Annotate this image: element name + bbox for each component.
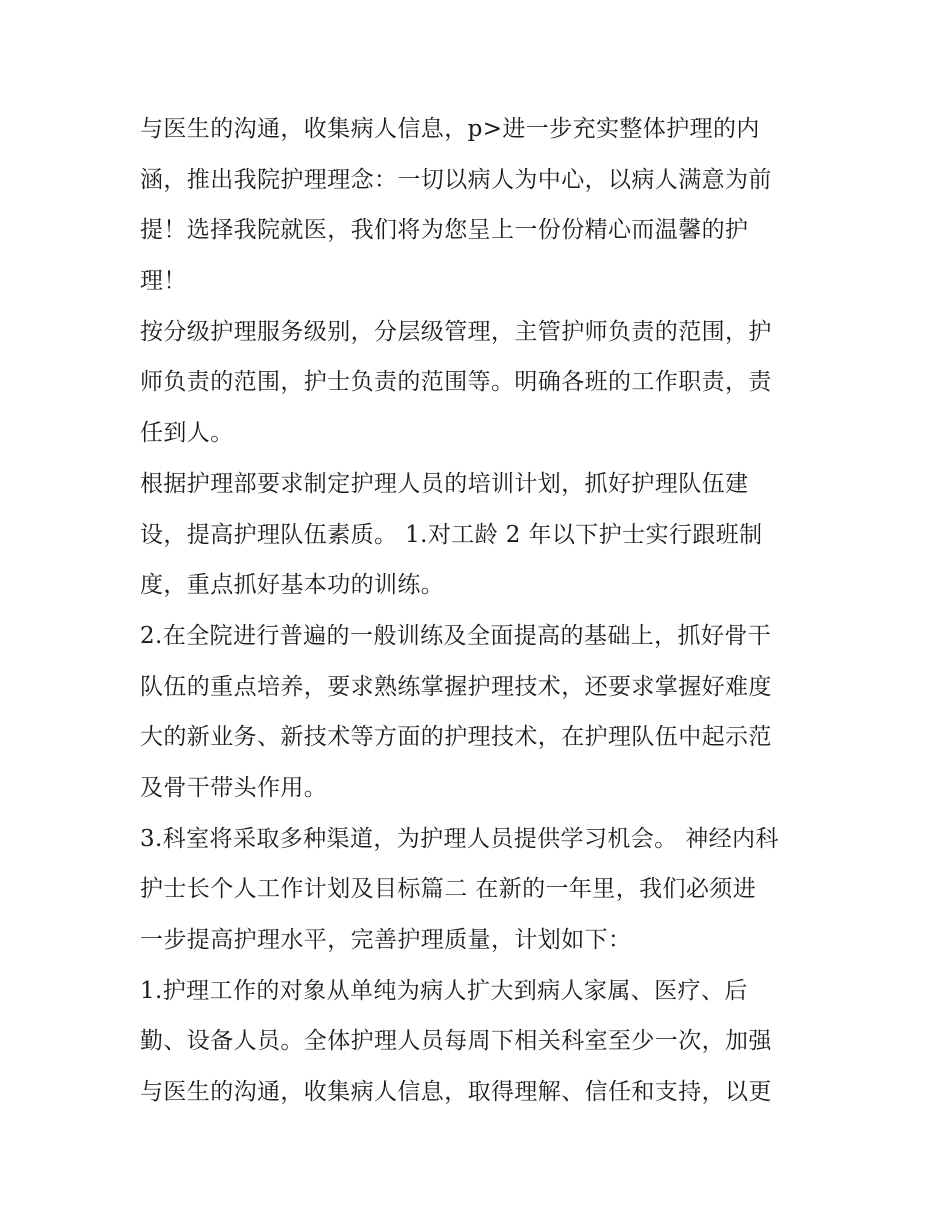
document-body [140, 104, 820, 1118]
text-line: 设，提高护理队伍素质。 1.对工龄 2 年以下护士实行跟班制 [140, 521, 763, 548]
text-line: 提！选择我院就医，我们将为您呈上一份份精心而温馨的护 [140, 217, 749, 244]
text-line: 与医生的沟通，收集病人信息，p>进一步充实整体护理的内 [140, 116, 760, 142]
text-line: 护士长个人工作计划及目标篇二 在新的一年里，我们必须进 [140, 876, 757, 903]
text-line: 任到人。 [140, 420, 234, 447]
text-line: 队伍的重点培养，要求熟练掌握护理技术，还要求掌握好难度 [140, 673, 772, 700]
text-line: 3.科室将采取多种渠道，为护理人员提供学习机会。 神经内科 [140, 825, 779, 852]
text-line: 师负责的范围，护士负责的范围等。明确各班的工作职责，责 [140, 369, 772, 396]
text-line: 根据护理部要求制定护理人员的培训计划，抓好护理队伍建 [140, 470, 749, 497]
text-line: 一步提高护理水平，完善护理质量，计划如下： [140, 927, 632, 953]
text-line: 理！ [140, 268, 187, 295]
text-line: 1.护理工作的对象从单纯为病人扩大到病人家属、医疗、后 [140, 977, 748, 1004]
text-line: 与医生的沟通，收集病人信息，取得理解、信任和支持，以更 [140, 1079, 772, 1106]
text-line: 勤、设备人员。全体护理人员每周下相关科室至少一次，加强 [140, 1028, 772, 1055]
text-line: 涵，推出我院护理理念：一切以病人为中心，以病人满意为前 [140, 166, 772, 193]
text-line: 度，重点抓好基本功的训练。 [140, 572, 445, 599]
text-line: 2.在全院进行普遍的一般训练及全面提高的基础上，抓好骨干 [140, 622, 772, 649]
text-line: 按分级护理服务级别，分层级管理，主管护师负责的范围，护 [140, 318, 772, 345]
text-line: 及骨干带头作用。 [140, 774, 328, 801]
text-line: 大的新业务、新技术等方面的护理技术，在护理队伍中起示范 [140, 724, 772, 751]
